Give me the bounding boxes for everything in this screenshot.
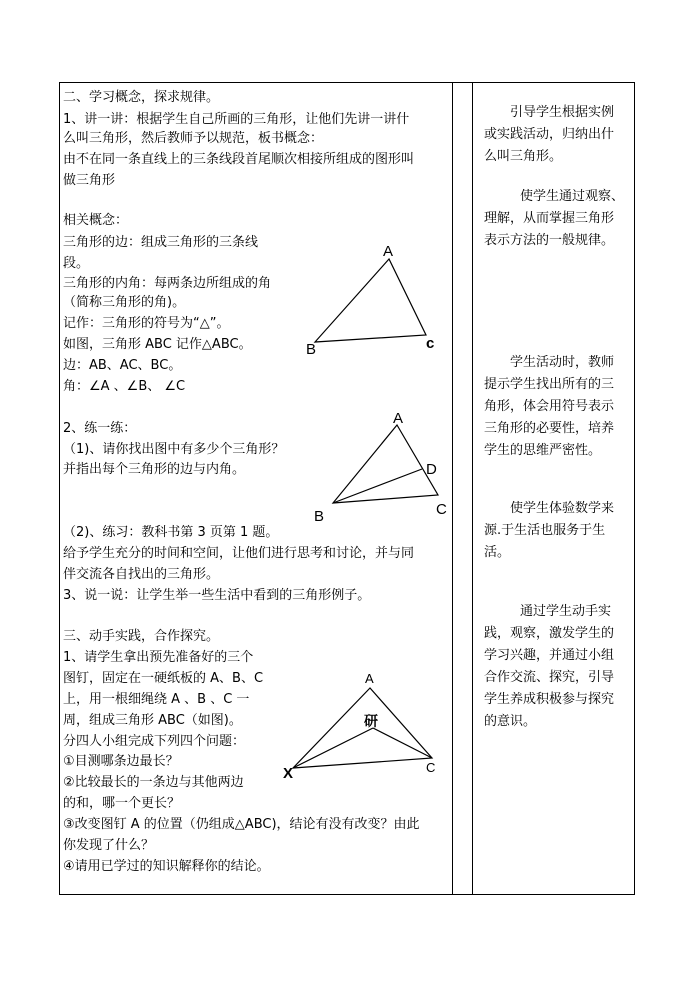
activity-line1: 1、请学生拿出预先准备好的三个 <box>63 650 254 665</box>
question-1: ①目测哪条边最长？ <box>63 754 179 769</box>
edge-def-line1: 三角形的边：组成三角形的三条线 <box>63 235 259 250</box>
activity-line2: 图钉，固定在一硬纸板的 A、B、C <box>63 671 264 686</box>
triangle-abc-outer <box>333 425 438 503</box>
note-3-line2: 提示学生找出所有的三 <box>484 377 615 392</box>
vertex-a-label: A <box>393 410 404 427</box>
note-2 <box>484 186 630 252</box>
question-3a: ③改变图钉 A 的位置（仍组成△ABC)，结论有没有改变？由此 <box>63 817 420 832</box>
note-5-line6: 的意识。 <box>484 714 537 729</box>
note-2-line1: 使学生通过观察、 <box>520 189 625 204</box>
vertex-c-label: C <box>436 501 447 518</box>
note-1-line3: 么叫三角形。 <box>484 149 563 164</box>
explain-line1: 1、讲一讲：根据学生自己所画的三角形，让他们先讲一讲什 <box>63 112 410 127</box>
definition-line2: 做三角形 <box>63 173 116 188</box>
question-4: ④请用已学过的知识解释你的结论。 <box>63 859 270 874</box>
related-concepts: 相关概念： <box>63 213 129 228</box>
triangle-abc-figure <box>300 238 440 360</box>
vertex-c-label: C <box>426 760 436 775</box>
vertex-a-label: A <box>383 243 394 260</box>
question-2a: ②比较最长的一条边与其他两边 <box>63 775 244 790</box>
note-1-line2: 或实践活动，归纳出什 <box>484 127 615 142</box>
practice-q2b: 给予学生充分的时间和空间，让他们进行思考和讨论，并与同 <box>63 546 415 561</box>
note-5-line2: 践，观察，激发学生的 <box>484 626 615 641</box>
practice-q2c: 伴交流各自找出的三角形。 <box>63 567 220 582</box>
note-4-line2: 源.于生活也服务于生 <box>484 523 606 538</box>
angles-line: 角：∠A 、∠B、 ∠C <box>63 379 186 394</box>
note-2-line3: 表示方法的一般规律。 <box>484 233 615 248</box>
note-1-line1: 引导学生根据实例 <box>510 105 615 120</box>
sides-line: 边：AB、AC、BC。 <box>63 358 182 373</box>
example-line: 如图，三角形 ABC 记作△ABC。 <box>63 337 252 352</box>
pin-triangle-figure <box>280 668 450 786</box>
activity-line4: 周，组成三角形 ABC（如图)。 <box>63 713 242 728</box>
note-4-line1: 使学生体验数学来 <box>510 501 615 516</box>
note-2-line2: 理解，从而掌握三角形 <box>484 211 615 226</box>
angle-def-line2: （简称三角形的角)。 <box>63 295 186 310</box>
practice-q2: （2)、练习：教科书第 3 页第 1 题。 <box>63 525 279 540</box>
explain-line2: 么叫三角形，然后教师予以规范，板书概念： <box>63 131 324 146</box>
practice-q1b: 并指出每个三角形的边与内角。 <box>63 462 246 477</box>
note-5-line3: 学习兴趣，并通过小组 <box>484 648 615 663</box>
note-4-line3: 活。 <box>484 545 511 560</box>
section3-heading: 三、动手实践，合作探究。 <box>63 629 220 644</box>
practice-title: 2、练一练： <box>63 421 137 436</box>
triangle-abcd-figure <box>308 408 458 526</box>
practice-q1: （1)、请你找出图中有多少个三角形？ <box>63 442 285 457</box>
vertex-c-label: c <box>426 335 435 352</box>
activity-line5: 分四人小组完成下列四个问题： <box>63 734 246 749</box>
vertex-a-label: A <box>365 671 374 686</box>
note-3-line1: 学生活动时，教师 <box>510 355 615 370</box>
note-3 <box>484 352 630 462</box>
note-5-line5: 学生养成积极参与探究 <box>484 692 615 707</box>
question-3b: 你发现了什么？ <box>63 838 155 853</box>
edge-def-line2: 段。 <box>63 256 90 271</box>
vertex-d-label: D <box>426 461 437 478</box>
string-triangle <box>293 688 432 768</box>
vertex-b-label: B <box>314 508 325 525</box>
triangle-abc <box>315 259 426 342</box>
say-line: 3、说一说：让学生举一些生活中看到的三角形例子。 <box>63 588 371 603</box>
vertex-b-label: B <box>306 341 317 358</box>
inner-segment-right <box>373 728 432 758</box>
note-3-line5: 学生的思维严密性。 <box>484 443 602 458</box>
note-5 <box>484 601 630 733</box>
note-4 <box>484 498 630 564</box>
angle-def-line1: 三角形的内角：每两条边所组成的角 <box>63 276 272 291</box>
notation-line: 记作：三角形的符号为“△”。 <box>63 316 230 331</box>
section2-heading: 二、学习概念，探求规律。 <box>63 90 220 105</box>
question-2b: 的和，哪一个更长？ <box>63 796 181 811</box>
inner-mark: 研 <box>364 713 378 729</box>
column-divider-2 <box>472 82 473 895</box>
activity-line3: 上，用一根细绳绕 A 、B 、C 一 <box>63 692 250 707</box>
note-3-line4: 三角形的必要性，培养 <box>484 421 615 436</box>
note-1 <box>484 102 630 168</box>
inner-segment-left <box>293 728 373 768</box>
note-3-line3: 角形，体会用符号表示 <box>484 399 615 414</box>
note-5-line4: 合作交流、探究，引导 <box>484 670 615 685</box>
note-5-line1: 通过学生动手实 <box>520 604 612 619</box>
definition-line1: 由不在同一条直线上的三条线段首尾顺次相接所组成的图形叫 <box>63 152 415 167</box>
pin-mark-b: X <box>283 765 294 782</box>
